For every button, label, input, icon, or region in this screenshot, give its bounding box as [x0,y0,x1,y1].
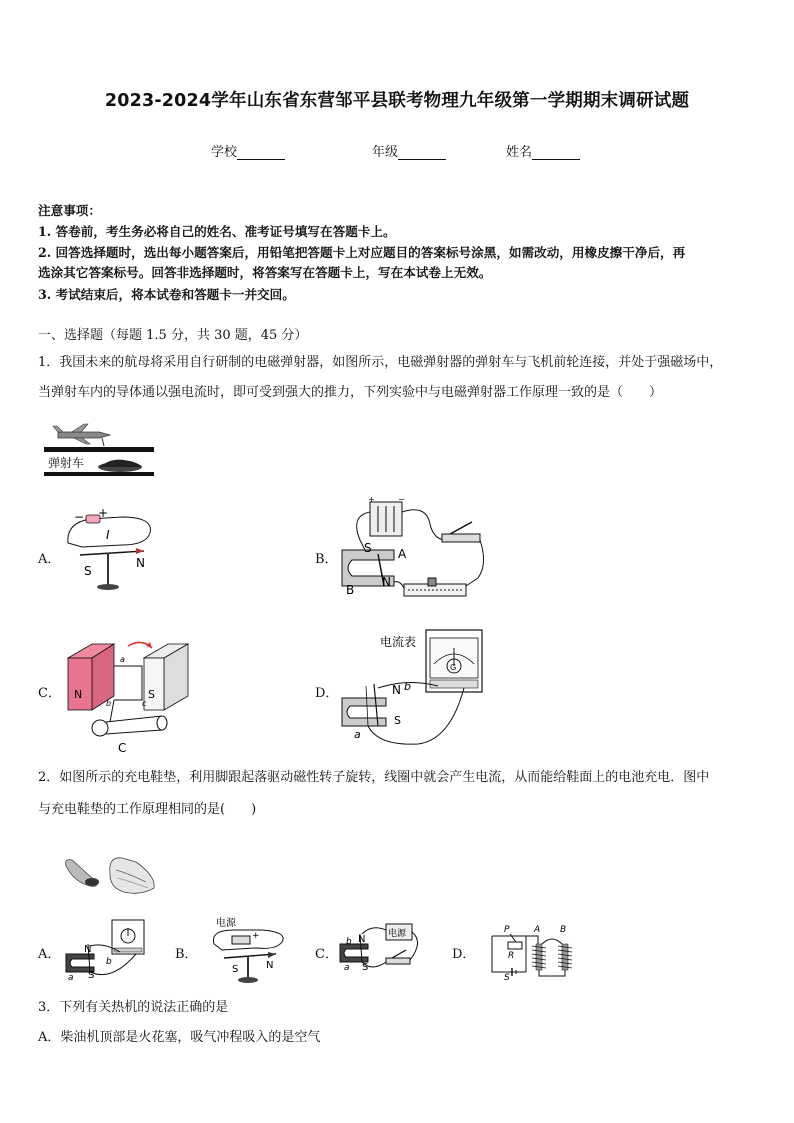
q1-figure-b[interactable] [338,494,498,612]
svg-text:b: b [404,680,411,693]
q2-option-d-label[interactable]: D． [452,947,476,962]
svg-text:I: I [106,528,110,542]
svg-text:a: a [344,963,350,973]
svg-text:P: P [504,925,510,935]
q2-figure-c[interactable] [338,918,430,978]
q2-figure-a[interactable] [64,918,148,982]
grade-label: 年级 [372,145,399,160]
svg-text:N: N [266,960,274,971]
svg-text:a: a [354,728,361,741]
svg-text:B: B [560,925,567,935]
svg-text:N: N [136,556,145,570]
svg-text:+: + [368,495,375,504]
q1-figure-a[interactable] [62,505,162,600]
svg-text:S: S [394,714,401,727]
svg-text:S: S [88,970,95,981]
svg-text:B: B [346,583,355,597]
svg-text:+: + [98,506,109,520]
q1-option-a-label[interactable]: A． [38,552,61,567]
q2-figure-d[interactable] [488,920,580,982]
resistor-icon [508,942,522,949]
catapult-figure [44,422,158,478]
svg-text:G: G [450,663,457,672]
svg-text:S: S [364,541,372,555]
svg-text:N: N [358,934,366,945]
svg-text:−: − [398,495,405,504]
q1-option-c-label[interactable]: C． [38,686,61,701]
svg-text:电源: 电源 [388,929,407,939]
svg-text:b: b [106,957,112,967]
grade-field [372,141,446,160]
question-2-line-1: 2．如图所示的充电鞋垫，利用脚跟起落驱动磁性转子旋转，线圈中就会产生电流，从而能给鞋面上的电池充电．图中 [38,770,710,785]
school-field [211,141,285,160]
svg-text:S: S [232,964,239,975]
svg-text:S: S [84,564,92,578]
compass-needle-icon [80,551,144,555]
svg-text:N: N [382,575,391,589]
school-label: 学校 [211,145,238,160]
name-blank[interactable] [532,145,580,160]
name-field [506,141,580,160]
svg-text:电源: 电源 [216,918,236,929]
svg-text:a: a [120,655,125,664]
school-blank[interactable] [237,145,285,160]
svg-text:A: A [398,547,407,561]
electromagnet-a-icon [532,944,546,970]
notice-item: 3. 考试结束后，将本试卷和答题卡一并交回。 [38,287,295,302]
svg-text:N: N [392,683,401,697]
svg-text:R: R [508,951,515,961]
svg-text:S: S [504,973,510,982]
svg-text:+: + [252,931,260,941]
svg-text:S: S [362,962,369,973]
question-3-option-a[interactable]: A．柴油机顶部是火花塞，吸气冲程吸入的是空气 [38,1030,321,1045]
svg-text:C: C [118,741,127,754]
svg-text:电流表: 电流表 [380,635,417,649]
svg-text:A: A [534,925,541,935]
magnet-n-icon [68,658,92,710]
svg-text:c: c [142,699,147,708]
grade-blank[interactable] [398,145,446,160]
svg-text:−: − [74,510,85,524]
q2-option-b-label[interactable]: B． [175,947,198,962]
q1-option-d-label[interactable]: D． [315,686,339,701]
svg-text:b: b [346,937,352,947]
switch-icon [442,534,480,542]
switch-icon [386,958,410,964]
q2-option-a-label[interactable]: A． [38,947,61,962]
q1-option-b-label[interactable]: B． [315,552,338,567]
question-1-line-1: 1．我国未来的航母将采用自行研制的电磁弹射器，如图所示，电磁弹射器的弹射车与飞机前轮连接，并处于强磁场中， [38,355,723,370]
magnet-s-icon [144,658,164,710]
question-1-line-2: 当弹射车内的导体通以强电流时，即可受到强大的推力，下列实验中与电磁弹射器工作原理一致的是（ ） [38,385,663,400]
question-3-stem: 3．下列有关热机的说法正确的是 [38,1000,229,1015]
notice-item: 2. 回答选择题时，选出每小题答案后，用铅笔把答题卡上对应题目的答案标号涂黑，如需改动，用橡皮擦干净后，再 [38,245,686,260]
magnet-icon [342,698,386,726]
svg-text:S: S [148,688,155,701]
electromagnet-b-icon [558,944,572,970]
notice-item: 1. 答卷前，考生务必将自己的姓名、准考证号填写在答题卡上。 [38,224,396,239]
q2-figure-b[interactable] [206,914,292,984]
airplane-icon [53,424,110,446]
q2-option-c-label[interactable]: C． [315,947,338,962]
notice-heading: 注意事项： [38,203,101,218]
notice-item: 选涂其它答案标号。回答非选择题时，将答案写在答题卡上，写在本试卷上无效。 [38,265,492,280]
charging-insole-figure [60,852,160,898]
svg-text:N: N [84,944,92,955]
svg-text:b: b [106,699,112,708]
section-heading: 一、选择题（每题 1.5 分，共 30 题，45 分） [38,328,308,343]
svg-text:a: a [68,973,74,982]
page-title: 2023-2024学年山东省东营邹平县联考物理九年级第一学期期末调研试题 [104,91,690,111]
q1-figure-c[interactable] [62,636,192,754]
q1-figure-d[interactable] [338,628,488,750]
catapult-label: 弹射车 [48,456,85,470]
name-label: 姓名 [506,145,533,160]
svg-text:N: N [74,688,83,701]
power-source-icon [232,936,250,944]
question-2-line-2: 与充电鞋垫的工作原理相同的是( ) [38,802,257,817]
